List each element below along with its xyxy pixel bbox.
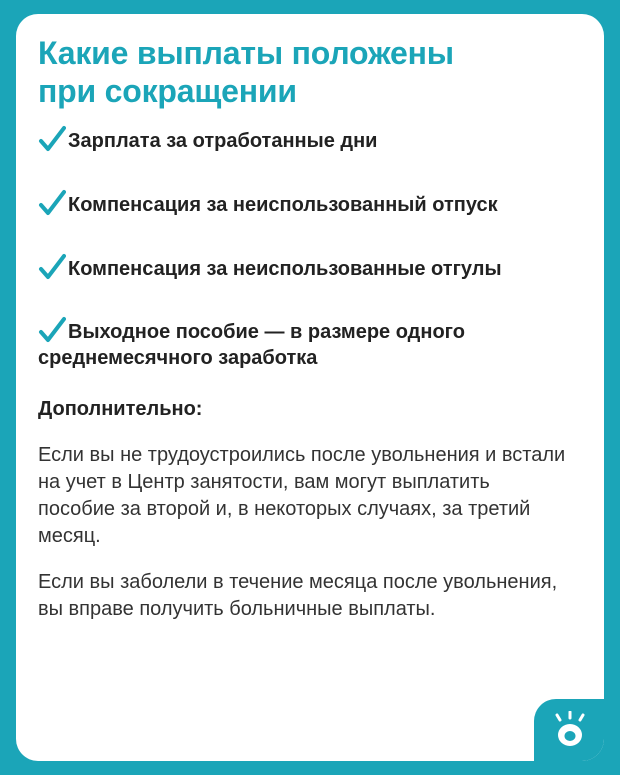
additional-heading: Дополнительно: — [38, 398, 203, 420]
check-icon — [38, 189, 66, 217]
check-icon — [38, 253, 66, 281]
list-item-text: Компенсация за неиспользованный отпуск — [68, 194, 498, 216]
additional-paragraph-sick-leave: Если вы заболели в течение месяца после увольнения, вы вправе получить больничные выплаты. — [38, 571, 558, 620]
list-item-text: Выходное пособие — в размере одного среднемесячного заработка — [38, 321, 465, 369]
additional-paragraph-employment-center: Если вы не трудоустроились после увольнения и встали на учет в Центр занятости, вам могут выплатить пособие за второй и, в некоторых случаях, за третий месяц. — [38, 444, 566, 547]
page-title — [38, 34, 578, 110]
list-item-text: Компенсация за неиспользованные отгулы — [68, 258, 502, 280]
list-item-salary — [38, 125, 588, 154]
title-line-1: Какие выплаты положены — [38, 35, 454, 71]
check-icon — [38, 316, 66, 344]
brand-logo-icon — [552, 711, 588, 749]
list-item-dayoff-compensation — [38, 253, 588, 282]
list-item-vacation-compensation — [38, 189, 588, 218]
list-item-text: Зарплата за отработанные дни — [68, 130, 378, 152]
list-item-severance-pay — [38, 316, 558, 371]
content-card — [16, 14, 604, 761]
brand-logo — [534, 699, 604, 761]
check-icon — [38, 125, 66, 153]
title-line-2: при сокращении — [38, 73, 297, 109]
